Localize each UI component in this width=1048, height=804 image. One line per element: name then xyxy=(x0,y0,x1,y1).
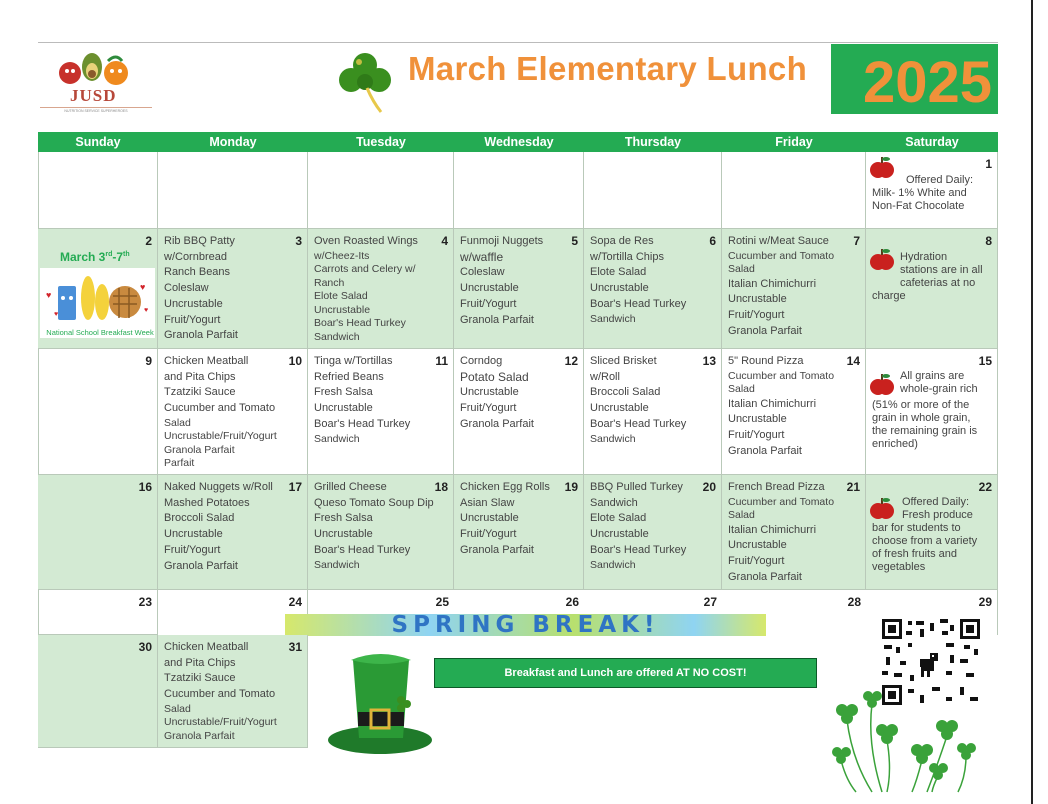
day-cell-23 xyxy=(38,590,158,635)
day-cell-15 xyxy=(866,349,998,475)
menu-item: Uncrustable xyxy=(590,402,649,415)
leprechaun-hat-image xyxy=(325,640,435,760)
label-mid: -7 xyxy=(112,250,124,264)
menu-item: Fruit/Yogurt xyxy=(164,313,221,326)
date-number: 13 xyxy=(702,354,716,368)
menu-list xyxy=(460,480,550,559)
menu-item: Potato Salad xyxy=(460,369,529,384)
menu-item: Refried Beans xyxy=(314,370,384,383)
menu-item: Boar's Head Turkey xyxy=(314,317,406,330)
date-number: 29 xyxy=(978,595,992,609)
day-cell-7 xyxy=(722,229,866,349)
menu-item: Salad xyxy=(164,702,191,715)
menu-item: Uncrustable xyxy=(728,539,787,552)
date-number: 21 xyxy=(846,480,860,494)
menu-item: Elote Salad xyxy=(590,266,647,279)
menu-item: Tzatziki Sauce xyxy=(164,386,236,399)
menu-item: Chicken Meatball xyxy=(164,641,249,653)
menu-item: Cucumber and Tomato xyxy=(164,688,276,701)
day-cell-6 xyxy=(584,229,722,349)
menu-list xyxy=(460,354,534,433)
day-cell-8 xyxy=(866,229,998,349)
menu-item: Uncrustable xyxy=(314,303,371,316)
info-line: charge xyxy=(872,290,906,302)
menu-item: Granola Parfait xyxy=(728,570,802,583)
day-cell-9 xyxy=(38,349,158,475)
day-cell-12 xyxy=(454,349,584,475)
info-line: Offered Daily: xyxy=(902,496,970,508)
date-number: 4 xyxy=(441,234,448,248)
day-cell-19 xyxy=(454,475,584,590)
menu-item: w/Tortilla Chips xyxy=(590,250,664,263)
menu-item: Parfait xyxy=(164,457,195,470)
day-cell-18 xyxy=(308,475,454,590)
date-number: 1 xyxy=(985,157,992,171)
menu-item: Salad xyxy=(728,509,755,522)
info-line: All grains are xyxy=(900,370,965,382)
menu-item: and Pita Chips xyxy=(164,370,236,383)
clover-decoration xyxy=(822,690,982,795)
date-number: 18 xyxy=(434,480,448,494)
menu-item: Sopa de Res xyxy=(590,235,654,247)
menu-item: Italian Chimichurri xyxy=(728,523,817,536)
day-cell-empty xyxy=(722,152,866,229)
menu-item: Fruit/Yogurt xyxy=(164,543,221,556)
date-number: 6 xyxy=(709,234,716,248)
info-line: Fresh produce xyxy=(902,509,973,521)
date-number: 5 xyxy=(571,234,578,248)
breakfast-week-dates xyxy=(60,250,130,264)
day-cell-10 xyxy=(158,349,308,475)
menu-item: Sandwich xyxy=(590,496,638,509)
menu-item: Uncrustable xyxy=(590,528,649,541)
menu-item: Salad xyxy=(728,383,755,396)
menu-item: Uncrustable xyxy=(164,528,223,541)
menu-item: Salad xyxy=(728,263,755,276)
menu-item: BBQ Pulled Turkey xyxy=(590,481,683,493)
date-number: 20 xyxy=(702,480,716,494)
menu-list xyxy=(164,354,277,471)
menu-list xyxy=(314,354,410,446)
date-number: 19 xyxy=(564,480,578,494)
day-cell-17 xyxy=(158,475,308,590)
info-line: cafeterias at no xyxy=(900,277,976,289)
day-saturday: Saturday xyxy=(905,135,959,149)
menu-item: 5" Round Pizza xyxy=(728,355,804,367)
menu-item: and Pita Chips xyxy=(164,656,236,669)
menu-item: Uncrustable xyxy=(460,512,519,525)
date-number: 27 xyxy=(703,595,717,609)
day-cell-1 xyxy=(866,152,998,229)
menu-item: Cucumber and Tomato xyxy=(728,249,835,262)
info-line: Milk- 1% White and xyxy=(872,187,967,199)
info-line: the remaining grain is xyxy=(872,425,978,437)
date-number: 30 xyxy=(138,640,152,654)
day-cell-4 xyxy=(308,229,454,349)
menu-list xyxy=(728,480,834,586)
menu-item: French Bread Pizza xyxy=(728,481,825,493)
weekday-header xyxy=(38,132,998,152)
menu-list xyxy=(164,640,277,743)
no-cost-notice: Breakfast and Lunch are offered AT NO COST! xyxy=(434,658,817,688)
menu-list xyxy=(314,480,434,572)
menu-item: Asian Slaw xyxy=(460,496,515,509)
svg-text:♥: ♥ xyxy=(144,307,149,314)
day-cell-30 xyxy=(38,635,158,748)
page-edge xyxy=(1031,0,1033,804)
day-thursday: Thursday xyxy=(624,135,682,149)
date-number: 26 xyxy=(565,595,579,609)
day-cell-empty xyxy=(584,152,722,229)
menu-item: Boar's Head Turkey xyxy=(314,543,411,556)
menu-item: Ranch Beans xyxy=(164,266,231,279)
menu-item: Fruit/Yogurt xyxy=(460,297,517,310)
label-sup: rd xyxy=(105,251,113,258)
menu-item: Uncrustable xyxy=(460,386,519,399)
day-cell-empty xyxy=(454,152,584,229)
day-cell-16 xyxy=(38,475,158,590)
day-cell-20 xyxy=(584,475,722,590)
menu-item: Sandwich xyxy=(314,432,360,445)
day-cell-14 xyxy=(722,349,866,475)
menu-item: Boar's Head Turkey xyxy=(314,417,411,430)
menu-item: Rib BBQ Patty xyxy=(164,235,235,247)
menu-item: Salad xyxy=(164,416,191,429)
menu-item: Boar's Head Turkey xyxy=(590,297,687,310)
menu-item: Sandwich xyxy=(590,312,636,325)
menu-item: Naked Nuggets w/Roll xyxy=(164,481,273,493)
info-line: of fresh fruits and xyxy=(872,548,957,560)
date-number: 14 xyxy=(846,354,860,368)
menu-item: Sandwich xyxy=(590,558,636,571)
day-cell-empty xyxy=(38,152,158,229)
shamrock-icon xyxy=(335,50,395,115)
info-line: Non-Fat Chocolate xyxy=(872,200,965,212)
day-tuesday: Tuesday xyxy=(356,135,406,149)
menu-item: Corndog xyxy=(460,355,503,367)
menu-item: Uncrustable xyxy=(314,528,373,541)
menu-item: Granola Parfait xyxy=(460,417,534,430)
menu-item: Uncrustable xyxy=(164,297,223,310)
date-number: 8 xyxy=(985,234,992,248)
info-line: grain in whole grain, xyxy=(872,412,971,424)
menu-item: Cucumber and Tomato xyxy=(728,495,835,508)
menu-item: Queso Tomato Soup Dip xyxy=(314,496,434,509)
menu-list xyxy=(590,234,686,326)
day-cell-11 xyxy=(308,349,454,475)
menu-item: Granola Parfait xyxy=(164,729,235,742)
menu-item: Boar's Head Turkey xyxy=(590,417,687,430)
menu-item: Sliced Brisket xyxy=(590,355,657,367)
logo-tagline: NUTRITION SERVICE SUPERHEROES xyxy=(40,107,152,113)
day-wednesday: Wednesday xyxy=(484,135,554,149)
menu-item: Sandwich xyxy=(590,432,636,445)
menu-list xyxy=(164,234,238,344)
menu-list xyxy=(728,354,834,460)
apple-icon xyxy=(870,154,894,180)
menu-item: Cucumber and Tomato xyxy=(164,402,276,415)
day-cell-3 xyxy=(158,229,308,349)
day-cell-22 xyxy=(866,475,998,590)
info-line: choose from a variety xyxy=(872,535,978,547)
menu-item: Grilled Cheese xyxy=(314,481,387,493)
menu-item: Sandwich xyxy=(314,558,360,571)
menu-item: Fruit/Yogurt xyxy=(460,402,517,415)
apple-icon xyxy=(870,371,894,397)
menu-item: Sandwich xyxy=(314,330,360,343)
day-friday: Friday xyxy=(775,135,813,149)
day-cell-empty xyxy=(158,152,308,229)
label-sup: th xyxy=(123,251,130,258)
menu-item: w/Roll xyxy=(590,370,620,383)
apple-icon xyxy=(870,246,894,272)
date-number: 16 xyxy=(138,480,152,494)
menu-list xyxy=(590,354,686,446)
spring-break-banner xyxy=(285,614,766,636)
menu-item: Granola Parfait xyxy=(460,313,534,326)
date-number: 10 xyxy=(288,354,302,368)
menu-item: Fruit/Yogurt xyxy=(728,309,785,322)
menu-list xyxy=(590,480,686,572)
date-number: 25 xyxy=(435,595,449,609)
menu-item: Coleslaw xyxy=(164,282,209,295)
menu-item: Rotini w/Meat Sauce xyxy=(728,235,829,247)
date-number: 11 xyxy=(435,354,448,368)
svg-text:♥: ♥ xyxy=(140,282,146,292)
menu-item: Granola Parfait xyxy=(460,543,534,556)
menu-item: Fruit/Yogurt xyxy=(728,429,785,442)
info-line: Offered Daily: xyxy=(906,174,974,186)
day-cell-empty xyxy=(308,152,454,229)
menu-item: Carrots and Celery w/ xyxy=(314,263,416,276)
menu-item: Granola Parfait xyxy=(164,559,238,572)
menu-item: Uncrustable xyxy=(590,282,649,295)
menu-item: Fresh Salsa xyxy=(314,512,373,525)
info-line: vegetables xyxy=(872,561,926,573)
menu-item: Uncrustable xyxy=(728,413,787,426)
date-number: 22 xyxy=(978,480,992,494)
day-cell-31 xyxy=(158,635,308,748)
day-sunday: Sunday xyxy=(75,135,121,149)
menu-item: Chicken Meatball xyxy=(164,355,249,367)
menu-item: w/Cornbread xyxy=(164,250,227,263)
date-number: 24 xyxy=(288,595,302,609)
breakfast-week-caption: National School Breakfast Week xyxy=(46,328,154,337)
date-number: 9 xyxy=(145,354,152,368)
menu-item: Granola Parfait xyxy=(164,329,238,342)
date-number: 31 xyxy=(288,640,302,654)
menu-item: Broccoli Salad xyxy=(164,512,235,525)
label-main: March 3 xyxy=(60,250,106,264)
date-number: 23 xyxy=(138,595,152,609)
menu-item: Coleslaw xyxy=(460,266,505,279)
date-number: 17 xyxy=(288,480,302,494)
menu-item: w/waffle xyxy=(460,249,504,264)
date-number: 2 xyxy=(145,234,152,248)
date-number: 28 xyxy=(847,595,861,609)
menu-item: Elote Salad xyxy=(314,290,368,303)
menu-item: Uncrustable xyxy=(728,293,787,306)
logo-wordmark: JUSD xyxy=(70,86,117,105)
day-cell-21 xyxy=(722,475,866,590)
menu-item: Uncrustable/Fruit/Yogurt xyxy=(164,430,277,443)
date-number: 12 xyxy=(564,354,578,368)
menu-item: Uncrustable xyxy=(460,282,519,295)
menu-item: Mashed Potatoes xyxy=(164,496,250,509)
year-label: 2025 xyxy=(863,50,993,115)
date-number: 15 xyxy=(978,354,992,368)
info-line: whole-grain rich xyxy=(900,383,978,395)
svg-text:♥: ♥ xyxy=(46,290,52,300)
menu-list xyxy=(164,480,273,574)
menu-item: w/Cheez-Its xyxy=(314,249,370,262)
menu-item: Oven Roasted Wings xyxy=(314,235,418,247)
header-rule xyxy=(38,42,998,43)
menu-item: Fruit/Yogurt xyxy=(460,528,517,541)
date-number: 3 xyxy=(295,234,302,248)
menu-item: Boar's Head Turkey xyxy=(590,543,687,556)
menu-list xyxy=(728,234,834,340)
menu-item: Fruit/Yogurt xyxy=(728,555,785,568)
menu-item: Cucumber and Tomato xyxy=(728,369,835,382)
page-title: March Elementary Lunch xyxy=(408,50,808,87)
spring-break-text: SPRING BREAK! xyxy=(391,612,660,638)
menu-item: Tzatziki Sauce xyxy=(164,672,236,685)
menu-item: Tinga w/Tortillas xyxy=(314,355,393,367)
menu-item: Elote Salad xyxy=(590,512,647,525)
menu-item: Italian Chimichurri xyxy=(728,277,817,290)
menu-item: Chicken Egg Rolls xyxy=(460,481,550,493)
menu-list xyxy=(314,234,418,344)
menu-item: Ranch xyxy=(314,276,345,289)
menu-item: Granola Parfait xyxy=(728,444,802,457)
menu-item: Fresh Salsa xyxy=(314,386,373,399)
menu-item: Italian Chimichurri xyxy=(728,397,817,410)
info-line: Hydration xyxy=(900,251,948,263)
day-cell-13 xyxy=(584,349,722,475)
info-line: enriched) xyxy=(872,438,918,450)
day-cell-5 xyxy=(454,229,584,349)
menu-list xyxy=(460,234,543,328)
menu-item: Uncrustable/Fruit/Yogurt xyxy=(164,716,277,729)
menu-item: Granola Parfait xyxy=(164,443,235,456)
info-line: bar for students to xyxy=(872,522,961,534)
info-line: stations are in all xyxy=(900,264,983,276)
menu-item: Funmoji Nuggets xyxy=(460,235,544,247)
info-line: (51% or more of the xyxy=(872,399,970,411)
apple-icon xyxy=(870,495,894,521)
menu-item: Granola Parfait xyxy=(728,324,802,337)
menu-item: Broccoli Salad xyxy=(590,386,661,399)
menu-item: Uncrustable xyxy=(314,402,373,415)
day-monday: Monday xyxy=(209,135,257,149)
date-number: 7 xyxy=(853,234,860,248)
svg-text:♥: ♥ xyxy=(54,311,59,318)
